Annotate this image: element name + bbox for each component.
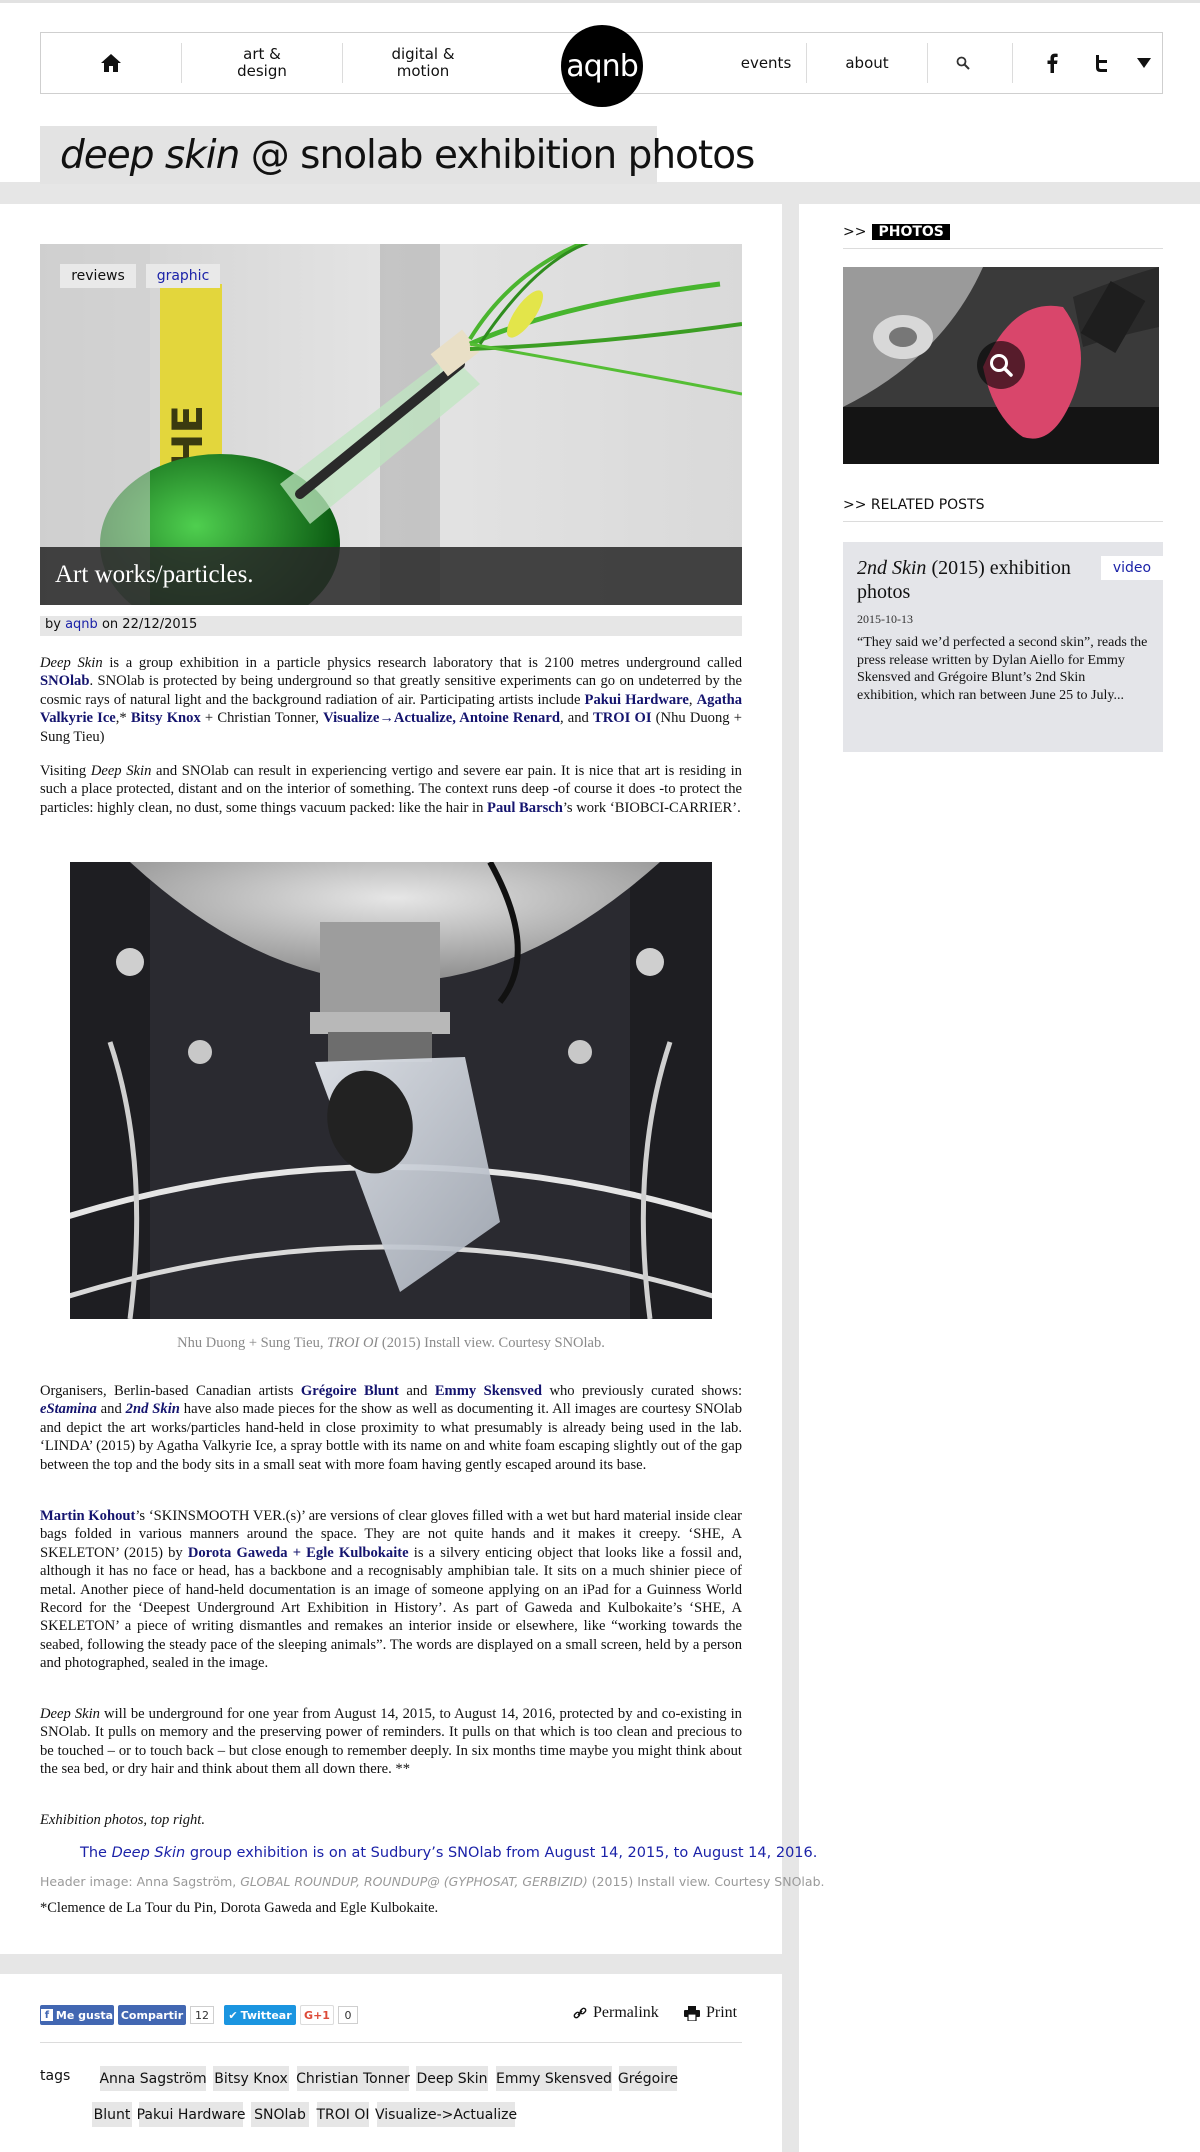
install-photo-artwork (70, 862, 712, 1319)
facebook-like-button[interactable] (40, 2005, 114, 2025)
photos-badge: PHOTOS (872, 224, 949, 240)
text-run: group exhibition is on at Sudbury’s SNOlab from August 14, 2015, to August 14, 2016. (185, 1845, 818, 1861)
link-visualize-actualize[interactable]: Visualize→Actualize (323, 710, 453, 727)
nav-separator (1012, 43, 1013, 83)
site-logo[interactable]: aqnb (561, 25, 643, 107)
text-run: (2015) exhibition photos (857, 557, 1071, 603)
related-post-date: 2015-10-13 (857, 612, 913, 626)
hero-caption: Art works/particles. (40, 547, 742, 605)
tag-visualize-actualize[interactable]: Visualize->Actualize (377, 2102, 515, 2127)
tag-troi-oi[interactable]: TROI OI (317, 2102, 369, 2127)
sidebar-rule (843, 521, 1163, 522)
page-title-italic: deep skin (60, 132, 240, 178)
text-run: is a group exhibition in a particle physics research laboratory that is 2100 metres underground called (102, 655, 742, 671)
article-paragraph-3 (40, 1382, 742, 1474)
tags-label: tags (40, 2068, 71, 2084)
link-bitsy-knox[interactable]: Bitsy Knox (130, 710, 201, 727)
search-icon (988, 352, 1014, 378)
tag-pakui-hardware[interactable]: Pakui Hardware (139, 2102, 243, 2127)
header-image-credit (40, 1874, 824, 1889)
facebook-icon (1046, 53, 1058, 73)
nav-art-design-line2: design (237, 62, 287, 80)
photo-caption (40, 1335, 742, 1352)
text-run: . SNOlab is protected by being underground so that greatly sensitive experiments can go on undeterred by the cosmic rays of natural light and the background radiation of air. Participating artists include (40, 673, 742, 708)
sidebar-rule (843, 248, 1163, 249)
byline-date: 22/12/2015 (122, 617, 198, 632)
article-paragraph-4 (40, 1507, 742, 1673)
text-run: ’s work ‘BIOBCI-CARRIER’. (562, 799, 741, 816)
home-icon (100, 53, 122, 73)
text-italic: Deep Skin (40, 1706, 100, 1722)
tweet-button[interactable] (224, 2005, 296, 2025)
nav-digital-motion-line2: motion (396, 62, 450, 80)
text-italic: TROI OI (327, 1335, 379, 1351)
text-run: ,* (115, 710, 131, 727)
nav-art-design-line1: art & (243, 45, 281, 63)
nav-art-design[interactable] (182, 33, 342, 93)
twitter-icon (1094, 54, 1110, 72)
text-run: + Christian Tonner, (200, 710, 324, 727)
tag-gregoire-blunt-cont[interactable]: Blunt (92, 2102, 132, 2127)
text-run: , (452, 710, 460, 727)
related-post-excerpt: “They said we’d perfected a second skin”, reads the press release written by Dylan Aiello for Emmy Skensved and Grégoire Blunt’s 2nd Skin exhibition, which ran between June 25 to July... (857, 635, 1148, 703)
link-agatha-valkyrie-ice[interactable]: Agatha Valkyrie Ice (40, 691, 743, 727)
text-run: is a silvery enticing object that looks like a fossil and, although it has no face or head, has a backbone and a recognisably amphibian tale. It sits on a much shinier piece of metal. Another piece of hand-held documentation is an image of someone applying on an iPad for a Guinness World Record for the ‘Deepest Underground Art Exhibition in History’. As part of Gaweda and Kulbokaite’s ‘SHE, A SKELETON’ a piece of writing dismantles and remakes an interior inside or elsewhere, like “working towards the seabed, following the steady pace of the sleeping animals”. The words are displayed on a small screen, held by a person and photographed, sealed in the image. (40, 1544, 743, 1672)
text-run: , (688, 691, 697, 708)
twitter-small-icon: ✔ (228, 2008, 238, 2022)
nav-digital-motion[interactable] (343, 33, 503, 93)
text-run: ’s ‘SKINSMOOTH VER.(s)’ are versions of clear gloves filled with a wet but hard material inside clear bags folded in various manners around the space. They are not quite hands and it makes it creepy. ‘SHE, A SKELETON’ (2015) by (40, 1508, 743, 1561)
link-estamina[interactable]: eStamina (40, 1401, 97, 1418)
footnote: *Clemence de La Tour du Pin, Dorota Gaweda and Egle Kulbokaite. (40, 1900, 439, 1916)
tag-emmy-skensved[interactable]: Emmy Skensved (496, 2066, 612, 2091)
link-antoine-renard[interactable]: Antoine Renard (459, 710, 560, 727)
facebook-like-label: Me gusta (55, 2008, 114, 2022)
title-band (0, 182, 1200, 204)
tag-deep-skin[interactable]: Deep Skin (416, 2066, 488, 2091)
sidebar-related-heading: >> RELATED POSTS (843, 497, 985, 513)
text-run: The (80, 1845, 112, 1861)
facebook-share-button[interactable]: Compartir (118, 2005, 186, 2025)
heading-prefix: >> (843, 224, 867, 240)
hero-image[interactable] (40, 244, 742, 605)
text-italic: Deep Skin (40, 655, 103, 671)
share-count: 12 (190, 2006, 214, 2024)
search-icon (956, 56, 970, 70)
sidebar-photos-heading (843, 224, 950, 240)
text-italic: Deep Skin (90, 763, 152, 779)
caret-down-icon (1137, 57, 1151, 69)
link-2nd-skin[interactable]: 2nd Skin (125, 1401, 180, 1418)
category-tag-reviews[interactable]: reviews (60, 264, 136, 288)
page-title-rest: @ snolab exhibition photos (239, 132, 755, 178)
link-icon (573, 2006, 587, 2020)
text-italic: Deep Skin (111, 1845, 186, 1861)
related-post-title[interactable] (857, 556, 1077, 604)
text-run: Organisers, Berlin-based Canadian artists (40, 1383, 301, 1399)
article-paragraph-5 (40, 1705, 742, 1779)
byline-by: by (45, 617, 61, 632)
related-post-card[interactable] (843, 542, 1163, 752)
gallery-zoom-button[interactable] (977, 341, 1025, 389)
tweet-label: Twittear (240, 2008, 292, 2022)
page-title (60, 133, 754, 178)
tag-anna-sagstrom[interactable]: Anna Sagström (100, 2066, 206, 2091)
nav-about[interactable]: about (845, 53, 889, 72)
main-nav (40, 32, 1163, 94)
related-post-tag-video[interactable]: video (1101, 556, 1163, 580)
permalink-link[interactable] (573, 2004, 659, 2022)
permalink-label: Permalink (593, 2004, 659, 2021)
print-label: Print (706, 2004, 738, 2021)
footer-band (0, 1954, 782, 1974)
tag-gregoire-blunt[interactable]: Grégoire (619, 2066, 677, 2091)
tag-christian-tonner[interactable]: Christian Tonner (297, 2066, 409, 2091)
nav-events[interactable]: events (740, 53, 792, 72)
text-run: (2015) Install view. Courtesy SNOlab. (378, 1335, 605, 1351)
text-run: and (398, 1383, 435, 1399)
byline-author-link[interactable]: aqnb (65, 617, 98, 632)
text-run: (2015) Install view. Courtesy SNOlab. (587, 1874, 825, 1889)
byline (40, 616, 742, 636)
article-paragraph-6: Exhibition photos, top right. (40, 1812, 205, 1828)
install-photo[interactable] (70, 862, 712, 1319)
text-run: who previously curated shows: (542, 1383, 742, 1399)
sidebar-photo-gallery[interactable] (843, 267, 1159, 464)
nav-more-dropdown[interactable] (1126, 33, 1162, 93)
nav-twitter-button[interactable] (1083, 33, 1121, 93)
facebook-small-icon: f (41, 2009, 53, 2021)
category-tag-graphic[interactable]: graphic (146, 264, 220, 288)
text-run: will be underground for one year from August 14, 2015, to August 14, 2016, protected by and co-existing in SNOlab. It pulls on memory and the preserving power of reminders. It pulls on that which is too clean and precious to be touched – or to touch back – but close enough to remember deeply. In six months time maybe you might think about the sea bed, or dry hair and think about them all down there. ** (40, 1706, 742, 1778)
link-snolab[interactable]: SNOlab (40, 673, 90, 690)
text-run: and SNOlab can result in experiencing vertigo and severe ear pain. It is nice that art is residing in such a place protected, distant and on the interior of something. The context runs deep -of course it does -to protect the particles: highly clean, no dust, some things vacuum packed: like the hair in (40, 763, 742, 816)
google-plus-button[interactable]: G+1 (300, 2005, 334, 2025)
text-italic: 2nd Skin (857, 557, 927, 579)
nav-digital-motion-line1: digital & (391, 45, 455, 63)
text-run: , and (559, 710, 593, 727)
top-divider (0, 0, 1200, 3)
text-italic: GLOBAL ROUNDUP, ROUNDUP@ (GYPHOSAT, GERBIZID) (240, 1874, 588, 1889)
link-gregoire-blunt[interactable]: Grégoire Blunt (300, 1383, 399, 1399)
byline-on: on (101, 617, 119, 632)
nav-search-button[interactable] (928, 33, 998, 93)
share-divider (40, 2042, 742, 2043)
page-title-box (40, 126, 755, 184)
text-run: Nhu Duong + Sung Tieu, (177, 1335, 328, 1351)
link-emmy-skensved[interactable]: Emmy Skensved (434, 1383, 543, 1399)
tag-snolab[interactable]: SNOlab (251, 2102, 309, 2127)
nav-facebook-button[interactable] (1033, 33, 1071, 93)
text-run: and (96, 1401, 126, 1418)
exhibition-note (80, 1845, 817, 1861)
nav-home[interactable] (41, 33, 181, 93)
text-run: Visiting (40, 763, 91, 779)
print-icon (684, 2006, 700, 2021)
link-pakui-hardware[interactable]: Pakui Hardware (584, 691, 689, 708)
tag-bitsy-knox[interactable]: Bitsy Knox (213, 2066, 289, 2091)
article-paragraph-1 (40, 654, 742, 746)
text-run: Header image: Anna Sagström, (40, 1874, 241, 1889)
google-plus-count: 0 (338, 2006, 358, 2024)
text-run: (Nhu Duong + Sung Tieu) (40, 710, 742, 745)
print-button[interactable] (684, 2004, 737, 2022)
link-paul-barsch[interactable]: Paul Barsch (487, 799, 563, 816)
link-gaweda-kulbokaite[interactable]: Dorota Gaweda + Egle Kulbokaite (187, 1544, 409, 1561)
article-paragraph-2 (40, 762, 742, 817)
link-martin-kohout[interactable]: Martin Kohout (40, 1508, 136, 1524)
text-run: have also made pieces for the show as well as documenting it. All images are courtesy SNOlab and depict the art works/particles hand-held in close proximity to what presumably is already being used in the lab. ‘LINDA’ (2015) by Agatha Valkyrie Ice, a spray bottle with its name on and white foam escaping slightly out of the gap between the top and the body sits in a small seat with more foam having gently escaped around its base. (40, 1401, 743, 1473)
link-troi-oi[interactable]: TROI OI (593, 710, 652, 727)
